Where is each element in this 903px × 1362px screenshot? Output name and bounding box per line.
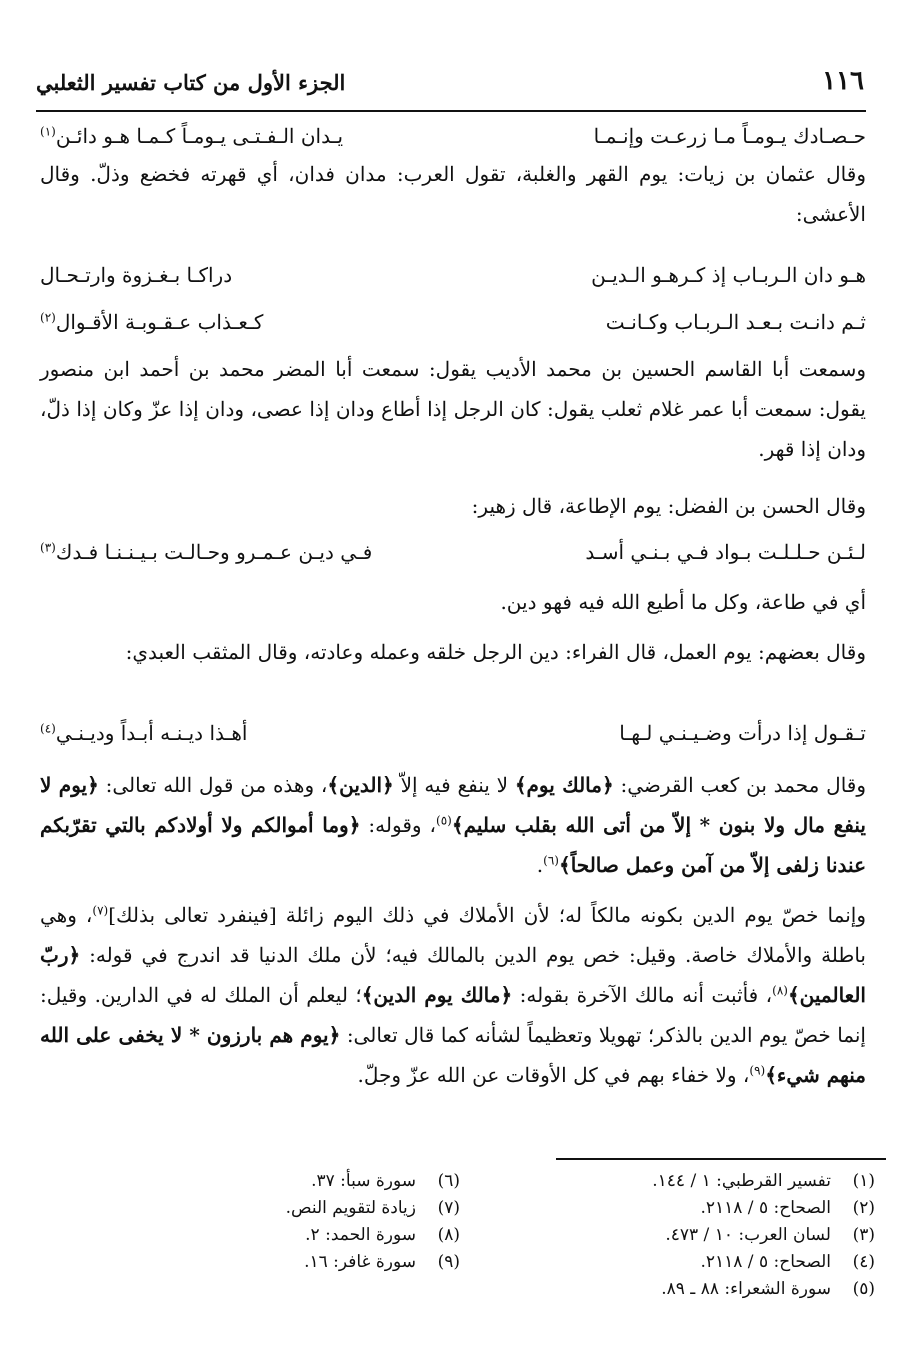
verse-1 bbox=[40, 124, 866, 158]
footnote-item bbox=[0, 1195, 460, 1222]
innama-text-3: ، فأثبت أنه مالك الآخرة بقوله: bbox=[512, 983, 773, 1007]
footnote-number: (٨) bbox=[437, 1225, 460, 1245]
paragraph-qurazi bbox=[40, 765, 866, 885]
innama-text-4: ؛ ليعلم أن الملك له في الدارين. وقيل: إنما خصّ يوم الدين بالذكر؛ تهويلا وتعظيماً لشأنه كما قال تعالى: bbox=[40, 983, 866, 1047]
footnote-ref-3: (٣) bbox=[40, 540, 56, 555]
footnote-text: سورة الحمد: ٢. bbox=[305, 1225, 416, 1245]
verse-2-first-hemistich: هـو دان الـربـاب إذ كـرهـو الـديـن bbox=[591, 263, 866, 287]
verse-4-second-text: فـي ديـن عـمـرو وحـالـت بـيـنـنـا فـدك bbox=[55, 540, 373, 564]
innama-text-5: ، ولا خفاء بهم في كل الأوقات عن الله عزّ وجلّ. bbox=[357, 1063, 750, 1087]
running-title: الجزء الأول من كتاب تفسير الثعلبي bbox=[36, 70, 346, 95]
footnote-ref-2: (٢) bbox=[40, 310, 56, 325]
paragraph-hasan: وقال الحسن بن الفضل: يوم الإطاعة، قال زهير: bbox=[471, 494, 866, 518]
footnote-ref-4: (٤) bbox=[40, 721, 56, 736]
footnote-text: الصحاح: ٥ / ٢١١٨. bbox=[700, 1198, 831, 1218]
footnote-item bbox=[0, 1222, 460, 1249]
verse-1-second-text: يـدان الـفـتـى يـومـاً كـمـا هـو دائـن bbox=[55, 124, 344, 148]
verse-5-second-text: أهـذا ديـنـه أبـداً وديـنـي bbox=[55, 721, 248, 745]
verse-4-first-hemistich: لـئـن حـلـلـت بـواد فـي بـنـي أسـد bbox=[585, 540, 866, 564]
footnote-text: زيادة لتقويم النص. bbox=[285, 1198, 416, 1218]
footnote-item bbox=[0, 1168, 460, 1195]
qurazi-text-3: ، وهذه من قول الله تعالى: bbox=[98, 773, 328, 797]
verse-3-second-text: كـعـذاب عـقـوبـة الأقـوال bbox=[55, 310, 264, 334]
footnotes-left-column bbox=[0, 1168, 460, 1276]
quran-quote-saba: ﴿وما أموالكم ولا أولادكم بالتي تقرّبكم عندنا زلفى إلاّ من آمن وعمل صالحاً﴾ bbox=[40, 813, 866, 877]
qurazi-text-5: . bbox=[536, 853, 544, 877]
footnotes-right-column bbox=[495, 1168, 875, 1303]
footnote-ref-9: (٩) bbox=[749, 1063, 766, 1078]
footnote-text: سورة سبأ: ٣٧. bbox=[311, 1171, 416, 1191]
footnote-number: (١) bbox=[852, 1171, 875, 1191]
footnote-ref-8: (٨) bbox=[772, 983, 788, 998]
footnote-ref-6: (٦) bbox=[543, 853, 559, 868]
page-header bbox=[36, 66, 866, 108]
footnote-item bbox=[495, 1276, 875, 1303]
verse-5 bbox=[40, 721, 866, 755]
footnote-text: سورة الشعراء: ٨٨ ـ ٨٩. bbox=[661, 1279, 831, 1299]
footnote-number: (٤) bbox=[852, 1252, 875, 1272]
quran-quote-aldin: ﴿الدين﴾ bbox=[327, 773, 394, 797]
qurazi-text-4: ، وقوله: bbox=[360, 813, 437, 837]
qurazi-text-1: وقال محمد بن كعب القرضي: bbox=[613, 773, 867, 797]
footnote-text: تفسير القرطبي: ١ / ١٤٤. bbox=[652, 1171, 831, 1191]
footnote-ref-5: (٥) bbox=[436, 813, 452, 828]
footnote-ref-1: (١) bbox=[40, 124, 56, 139]
paragraph-abu-alqasim: وسمعت أبا القاسم الحسين بن محمد الأديب يقول: سمعت أبا المضر محمد بن أحمد ابن منصور يقول: سمعت أبا عمر غلام ثعلب يقول: كان الرجل إذا أطاع ودان إذا عصى، ودان إذا عزّ وكان إذا ذلّ، ودان إذا قهر. bbox=[40, 357, 866, 461]
verse-4-second-hemistich bbox=[40, 540, 372, 564]
footnote-number: (٧) bbox=[437, 1198, 460, 1218]
verse-1-first-hemistich: حـصـادك يـومـاً مـا زرعـت وإنـمـا bbox=[593, 124, 866, 148]
quran-quote-shuara: ﴿يوم لا ينفع مال ولا بنون * إلاّ من أتى الله بقلب سليم﴾ bbox=[40, 773, 866, 837]
footnote-number: (٢) bbox=[852, 1198, 875, 1218]
footnote-ref-7: (٧) bbox=[92, 903, 109, 918]
paragraph-taa: أي في طاعة، وكل ما أطيع الله فيه فهو دين. bbox=[500, 590, 866, 614]
footnote-number: (٥) bbox=[852, 1279, 875, 1299]
quran-quote-rabb-alalamin: ﴿ربّ العالمين﴾ bbox=[40, 943, 866, 1007]
footnote-item bbox=[495, 1222, 875, 1249]
quran-quote-ghafir: ﴿يوم هم بارزون * لا يخفى على الله منهم شيء﴾ bbox=[40, 1023, 866, 1087]
paragraph-innama bbox=[40, 895, 866, 1095]
footnote-item bbox=[495, 1249, 875, 1276]
paragraph-uthman: وقال عثمان بن زيات: يوم القهر والغلبة، تقول العرب: مدان فدان، أي قهرته فخضع وذلّ. وقال الأعشى: bbox=[40, 162, 866, 226]
footnote-item bbox=[495, 1168, 875, 1195]
verse-3-second-hemistich bbox=[40, 310, 263, 334]
footnote-number: (٩) bbox=[437, 1252, 460, 1272]
verse-3-first-hemistich: ثـم دانـت بـعـد الـربـاب وكـانـت bbox=[605, 310, 866, 334]
verse-2-second-hemistich: دراكـا بـغـزوة وارتـحـال bbox=[40, 263, 233, 287]
quran-quote-malik-yawm: ﴿مالك يوم﴾ bbox=[514, 773, 614, 797]
verse-5-second-hemistich bbox=[40, 721, 247, 745]
footnote-text: سورة غافر: ١٦. bbox=[304, 1252, 416, 1272]
quran-quote-malik-yawm-aldin: ﴿مالك يوم الدين﴾ bbox=[361, 983, 513, 1007]
footnote-item bbox=[0, 1249, 460, 1276]
footnote-item bbox=[495, 1195, 875, 1222]
innama-text-1: وإنما خصّ يوم الدين بكونه مالكاً له؛ لأن الأملاك في ذلك اليوم زائلة [فينفرد تعالى بذلك] bbox=[108, 903, 866, 927]
verse-4 bbox=[40, 540, 866, 574]
innama-text-2: ، وهي باطلة والأملاك خاصة. وقيل: خص يوم الدين بالمالك فيه؛ لأن ملك الدنيا قد اندرج في قوله: bbox=[40, 903, 866, 967]
footnote-number: (٦) bbox=[437, 1171, 460, 1191]
paragraph-farra: وقال بعضهم: يوم العمل، قال الفراء: دين الرجل خلقه وعمله وعادته، وقال المثقب العبدي: bbox=[125, 640, 866, 664]
verse-2 bbox=[40, 263, 866, 297]
footnote-separator bbox=[556, 1158, 886, 1160]
footnote-number: (٣) bbox=[852, 1225, 875, 1245]
verse-3 bbox=[40, 310, 866, 344]
footnote-text: الصحاح: ٥ / ٢١١٨. bbox=[700, 1252, 831, 1272]
qurazi-text-2: لا ينفع فيه إلاّ bbox=[393, 773, 515, 797]
verse-1-second-hemistich bbox=[40, 124, 343, 148]
page-number: ١١٦ bbox=[822, 66, 864, 96]
verse-5-first-hemistich: تـقـول إذا درأت وضـيـنـي لـهـا bbox=[619, 721, 866, 745]
footnote-text: لسان العرب: ١٠ / ٤٧٣. bbox=[665, 1225, 831, 1245]
header-rule bbox=[36, 110, 866, 112]
